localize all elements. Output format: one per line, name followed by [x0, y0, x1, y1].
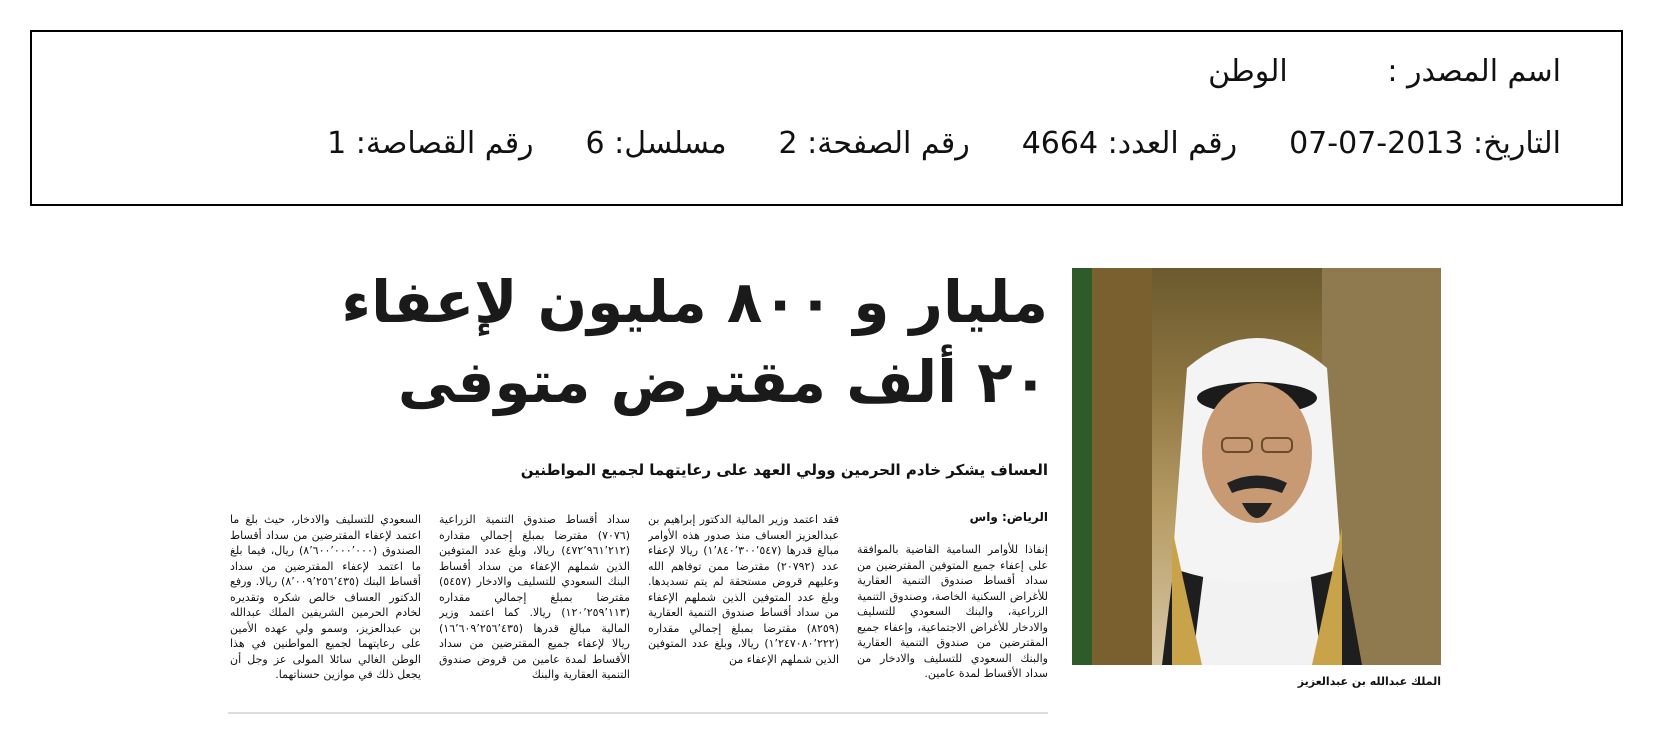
king-photo — [1072, 268, 1441, 665]
bottom-divider — [228, 712, 1048, 714]
photo-caption: الملك عبدالله بن عبدالعزيز — [1297, 675, 1441, 688]
article-column-4 — [230, 512, 421, 687]
column-text-3: سداد أقساط صندوق التنمية الزراعية (٧٠٧٦) مقترضا بمبلغ إجمالي مقداره (٤٧٢٬٩٦١٬٢١٢) ريالا، وبلغ عدد المتوفين الذين شملهم الإعفاء من سداد أقساط البنك السعودي للتسليف والادخار (٥٤٥٧) مقترضا بمبلغ إجمالي مقداره (١٢٠٬٢٥٩٬١١٣) ريالا. كما اعتمد وزير المالية مبالغ قدرها (١٦٬٦٠٩٬٢٥٦٬٤٣٥) ريالا لإعفاء جميع المقترضين من سداد الأقساط لمدة عامين من قروض صندوق التنمية العقارية والبنك — [439, 513, 630, 681]
clipping-metadata-box — [30, 30, 1623, 206]
page-number: رقم الصفحة: 2 — [778, 126, 970, 161]
article-headline: مليار و ٨٠٠ مليون لإعفاء ٢٠ ألف مقترض متوفى — [341, 268, 1048, 416]
article-byline: الرياض: واس — [969, 510, 1048, 524]
source-value: الوطن — [1208, 54, 1288, 89]
article-column-1 — [857, 512, 1048, 687]
source-row — [1208, 54, 1561, 89]
source-label: اسم المصدر : — [1387, 54, 1561, 89]
article-column-3 — [439, 512, 630, 687]
portrait-image — [1072, 268, 1441, 665]
column-text-4: السعودي للتسليف والادخار، حيث بلغ ما اعتمد لإعفاء المقترضين من سداد أقساط الصندوق (٨٬٦٠٠٬٠٠٠٬٠٠٠) ريال، فيما بلغ ما اعتمد لإعفاء المقترضين من سداد أقساط البنك (٨٬٠٠٩٬٢٥٦٬٤٣٥) ريالا. ورفع الدكتور العساف خالص شكره وتقديره لخادم الحرمين الشريفين الملك عبدالله بن عبدالعزيز، وسمو ولي عهده الأمين على رعايتهما لجميع المواطنين في هذا الوطن الغالي سائلا المولى عز وجل أن يجعل ذلك في موازين حسناتهما. — [230, 513, 421, 681]
issue-number: رقم العدد: 4664 — [1021, 126, 1238, 161]
serial-number: مسلسل: 6 — [585, 126, 727, 161]
column-text-2: فقد اعتمد وزير المالية الدكتور إبراهيم بن عبدالعزيز العساف منذ صدور هذه الأوامر مبالغ قدرها (١٬٨٤٠٬٣٠٠٬٥٤٧) ريالا لإعفاء عدد (٢٠٧٩٢) مقترضا ممن توفاهم الله وعليهم قروض مستحقة لم يتم تسديدها. وبلغ عدد المتوفين الذين شملهم الإعفاء من سداد أقساط صندوق التنمية العقارية (٨٢٥٩) مقترضا بمبلغ إجمالي مقداره (١٬٢٤٧٠٨٠٬٢٢٢) ريالا، وبلغ عدد المتوفين الذين شملهم الإعفاء من — [648, 513, 839, 666]
date-field: التاريخ: 2013-07-07 — [1289, 126, 1561, 161]
article-body — [228, 512, 1048, 687]
clip-number: رقم القصاصة: 1 — [327, 126, 534, 161]
article-column-2 — [648, 512, 839, 687]
details-row — [327, 126, 1561, 161]
column-text-1: إنفاذا للأوامر السامية القاضية بالموافقة على إعفاء جميع المتوفين المقترضين من سداد أقساط صندوق التنمية العقارية للأغراض السكنية الخاصة، وصندوق التنمية الزراعية، والبنك السعودي للتسليف والادخار للأغراض الاجتماعية، وإعفاء جميع المقترضين من صندوق التنمية العقارية والبنك السعودي للتسليف والادخار من سداد الأقساط لمدة عامين. — [857, 543, 1048, 680]
article-subhead: العساف يشكر خادم الحرمين وولي العهد على رعايتهما لجميع المواطنين — [520, 461, 1048, 479]
